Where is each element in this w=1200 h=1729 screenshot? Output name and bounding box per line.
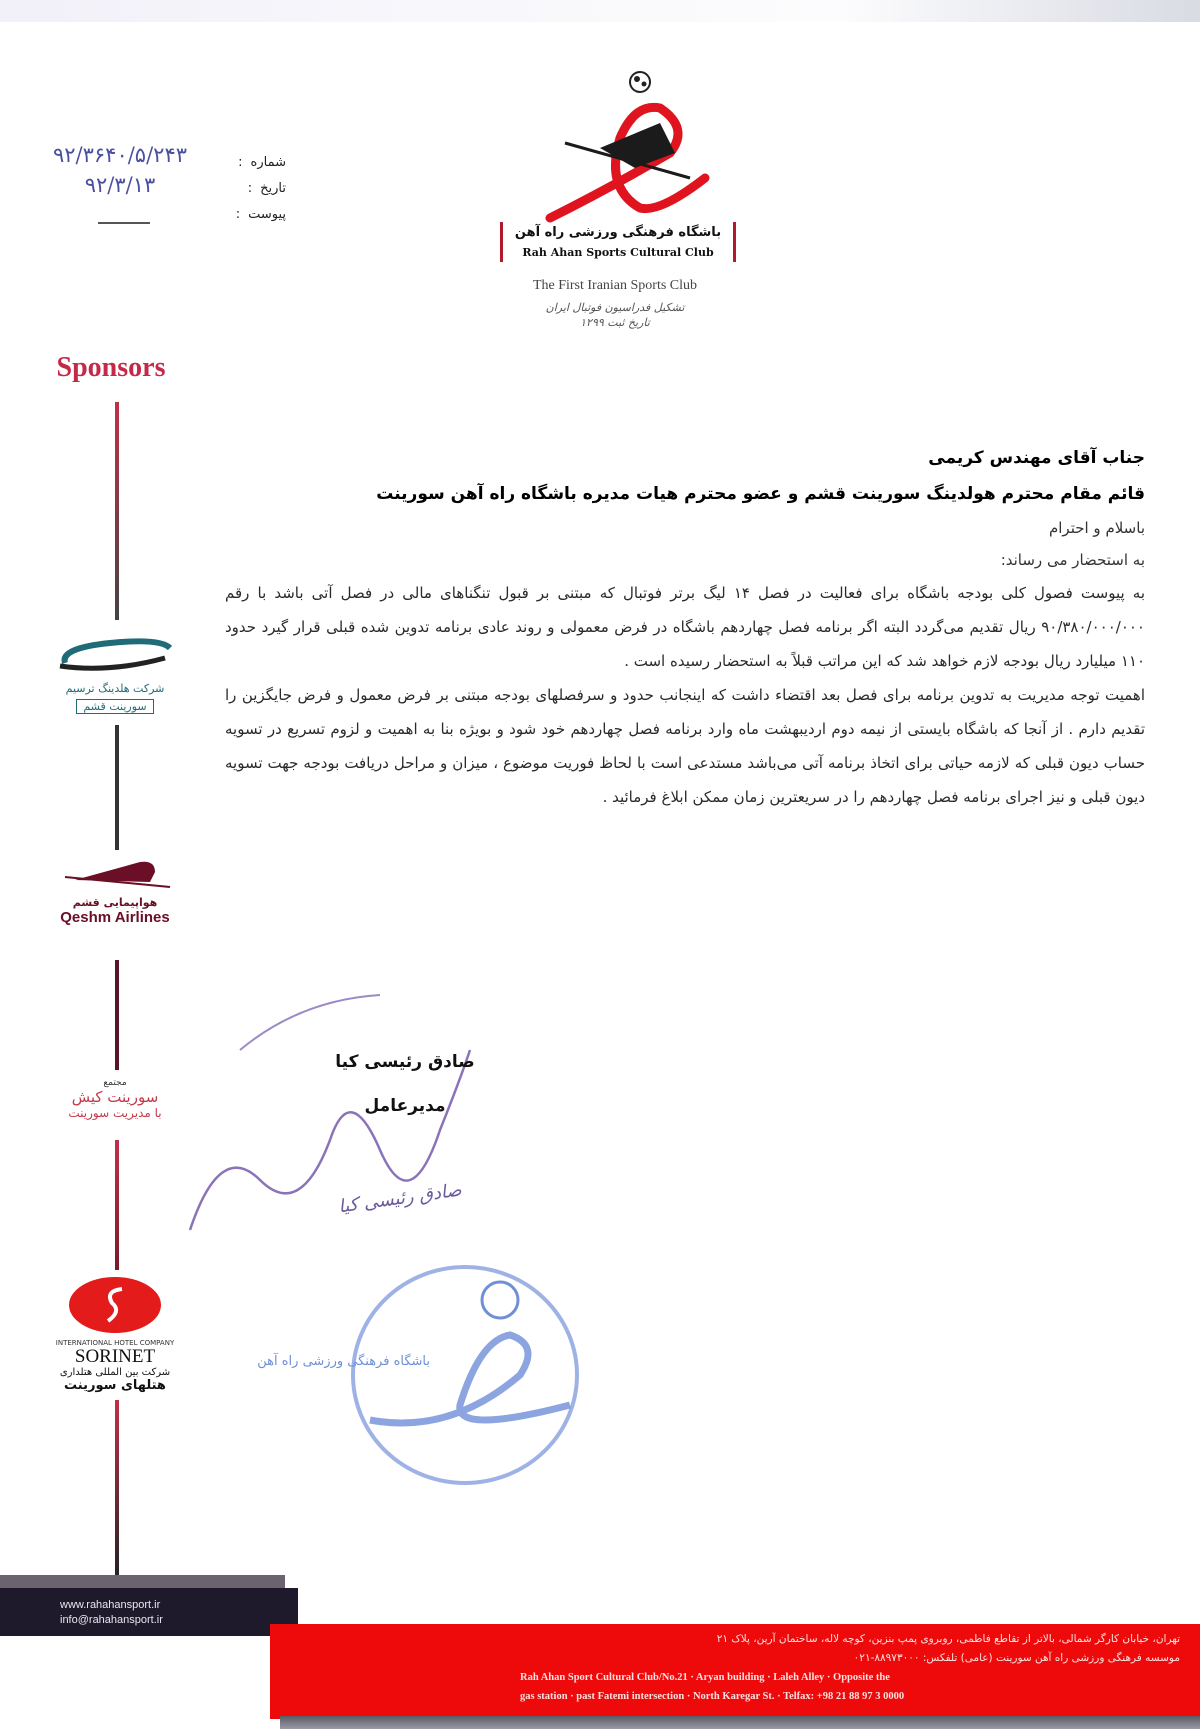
letter-body <box>225 440 1145 814</box>
signatory-title: مدیرعامل <box>364 1096 446 1116</box>
signatory <box>300 1040 510 1128</box>
club-name-en: Rah Ahan Sports Cultural Club <box>522 246 714 259</box>
addressee-name: جناب آقای مهندس کریمی <box>928 448 1145 468</box>
club-name-box <box>500 222 736 262</box>
sponsor-divider <box>115 1140 119 1270</box>
footer-website[interactable]: www.rahahansport.ir <box>60 1599 161 1611</box>
paragraph-1: به پیوست فصول کلی بودجه باشگاه برای فعالیت در فصل ۱۴ لیگ برتر فوتبال که مبتنی بر قبول تنگناهای مالی در فصل آتی باشد با رقم ۹۰/۳۸۰/۰۰۰/۰۰۰ ریال تقدیم می‌گردد البته اگر برنامه فصل چهاردهم باشگاه در فرض معمولی و روند عادی برنامه تدوین شده قبلی قرار گیرد حدود ۱۱۰ میلیارد ریال بودجه لازم خواهد شد که این مراتب قبلاً به استحضار رسیده است . <box>225 584 1145 670</box>
sponsor-sorinet-qeshm: شرکت هلدینگ ترسیم سورینت قشم <box>40 628 190 714</box>
stamp-text: باشگاه فرهنگی ورزشی راه آهن <box>257 1354 430 1369</box>
sponsor-divider <box>115 960 119 1070</box>
footer-address <box>520 1630 1180 1706</box>
footer-shadow <box>280 1716 1200 1729</box>
scan-edge-tint <box>0 0 1200 22</box>
stamp-football-icon <box>482 1282 518 1318</box>
footer-address-fa-1: تهران، خیابان کارگر شمالی، بالاتر از تقاطع فاطمی، روبروی پمپ بنزین، کوچه لاله، ساختمان آرین، پلاک ۲۱ <box>716 1633 1180 1645</box>
sponsor-divider <box>115 402 119 620</box>
label-number: شماره: <box>238 155 286 170</box>
reference-block <box>30 140 210 200</box>
sponsor-divider <box>115 725 119 850</box>
club-name-fa: باشگاه فرهنگی ورزشی راه آهن <box>514 225 722 240</box>
sponsor-divider <box>115 1400 119 1580</box>
paragraph-2: اهمیت توجه مدیریت به تدوین برنامه برای فصل بعد اقتضاء داشت که اینجانب حدود و سرفصلهای بودجه مبتنی بر فرض معمول و فرض جایگزین را تقدیم دارم . از آنجا که باشگاه بایستی از نیمه دوم اردیبهشت ماه وارد برنامه فصل چهاردهم خود شود و بویژه بنا به اهمیت و لزوم تسریع در تسویه حساب دیون قبلی که لازمه حیاتی برای اتخاذ برنامه آتی می‌باشد مستدعی است با لحاظ فوریت موضوع ، میزان و مراحل دریافت بودجه جهت تسویه دیون قبلی و نیز اجرای برنامه فصل چهاردهم را در سریعترین زمان ممکن ابلاغ فرمائید . <box>225 686 1145 806</box>
club-tagline: The First Iranian Sports Club <box>532 278 698 293</box>
label-attachment: پیوست: <box>235 207 286 222</box>
footer-contact <box>60 1598 280 1628</box>
sorinet-hotels-logo-icon <box>60 1275 170 1335</box>
intro-line: به استحضار می رساند: <box>1000 551 1145 569</box>
club-handwritten-note: تشکیل فدراسیون فوتبال ایران تاریخ ثبت ۱۲۹۹ <box>545 301 685 329</box>
label-date: تاریخ: <box>247 181 286 196</box>
club-stamp <box>257 1255 590 1495</box>
footer-address-en-1: Rah Ahan Sport Cultural Club/No.21 · Aryan building · Laleh Alley · Opposite the <box>520 1672 890 1683</box>
handwritten-signature: صادق رئیسی کیا <box>337 1179 463 1218</box>
football-icon <box>630 72 650 92</box>
reference-underline <box>98 222 150 224</box>
sponsor-sorinet-kish: مجتمع سورینت کیش با مدیریت سورینت <box>68 1078 162 1120</box>
addressee-title: قائم مقام محترم هولدینگ سورینت قشم و عضو محترم هیات مدیره باشگاه راه آهن سورینت <box>376 484 1145 504</box>
sponsors-title: Sponsors <box>56 352 166 383</box>
sorinet-qeshm-logo-icon <box>50 628 180 678</box>
sponsor-sorinet-hotels: INTERNATIONAL HOTEL COMPANY SORINET شرکت بین المللی هتلداری هتلهای سورینت <box>40 1275 190 1393</box>
letter-number: ۹۲/۳۶۴۰/۵/۲۴۳ <box>52 143 188 167</box>
footer-email[interactable]: info@rahahansport.ir <box>60 1614 163 1626</box>
letter-date: ۹۲/۳/۱۳ <box>84 173 156 197</box>
footer-address-en-2: gas station · past Fatemi intersection · North Karegar St. · Telfax: +98 21 88 97 3 0000 <box>520 1691 905 1702</box>
greeting: باسلام و احترام <box>1048 519 1145 537</box>
reference-labels <box>230 150 294 228</box>
sponsor-qeshm-airlines: هواپیمایی قشم Qeshm Airlines <box>40 852 190 926</box>
footer-address-fa-2: موسسه فرهنگی ورزشی راه آهن سورینت (عامی) تلفکس: ۸۸۹۷۳۰۰۰-۰۲۱ <box>853 1652 1180 1664</box>
qeshm-airlines-logo-icon <box>55 852 175 892</box>
signatory-name: صادق رئیسی کیا <box>335 1052 475 1072</box>
club-logo <box>540 68 710 228</box>
